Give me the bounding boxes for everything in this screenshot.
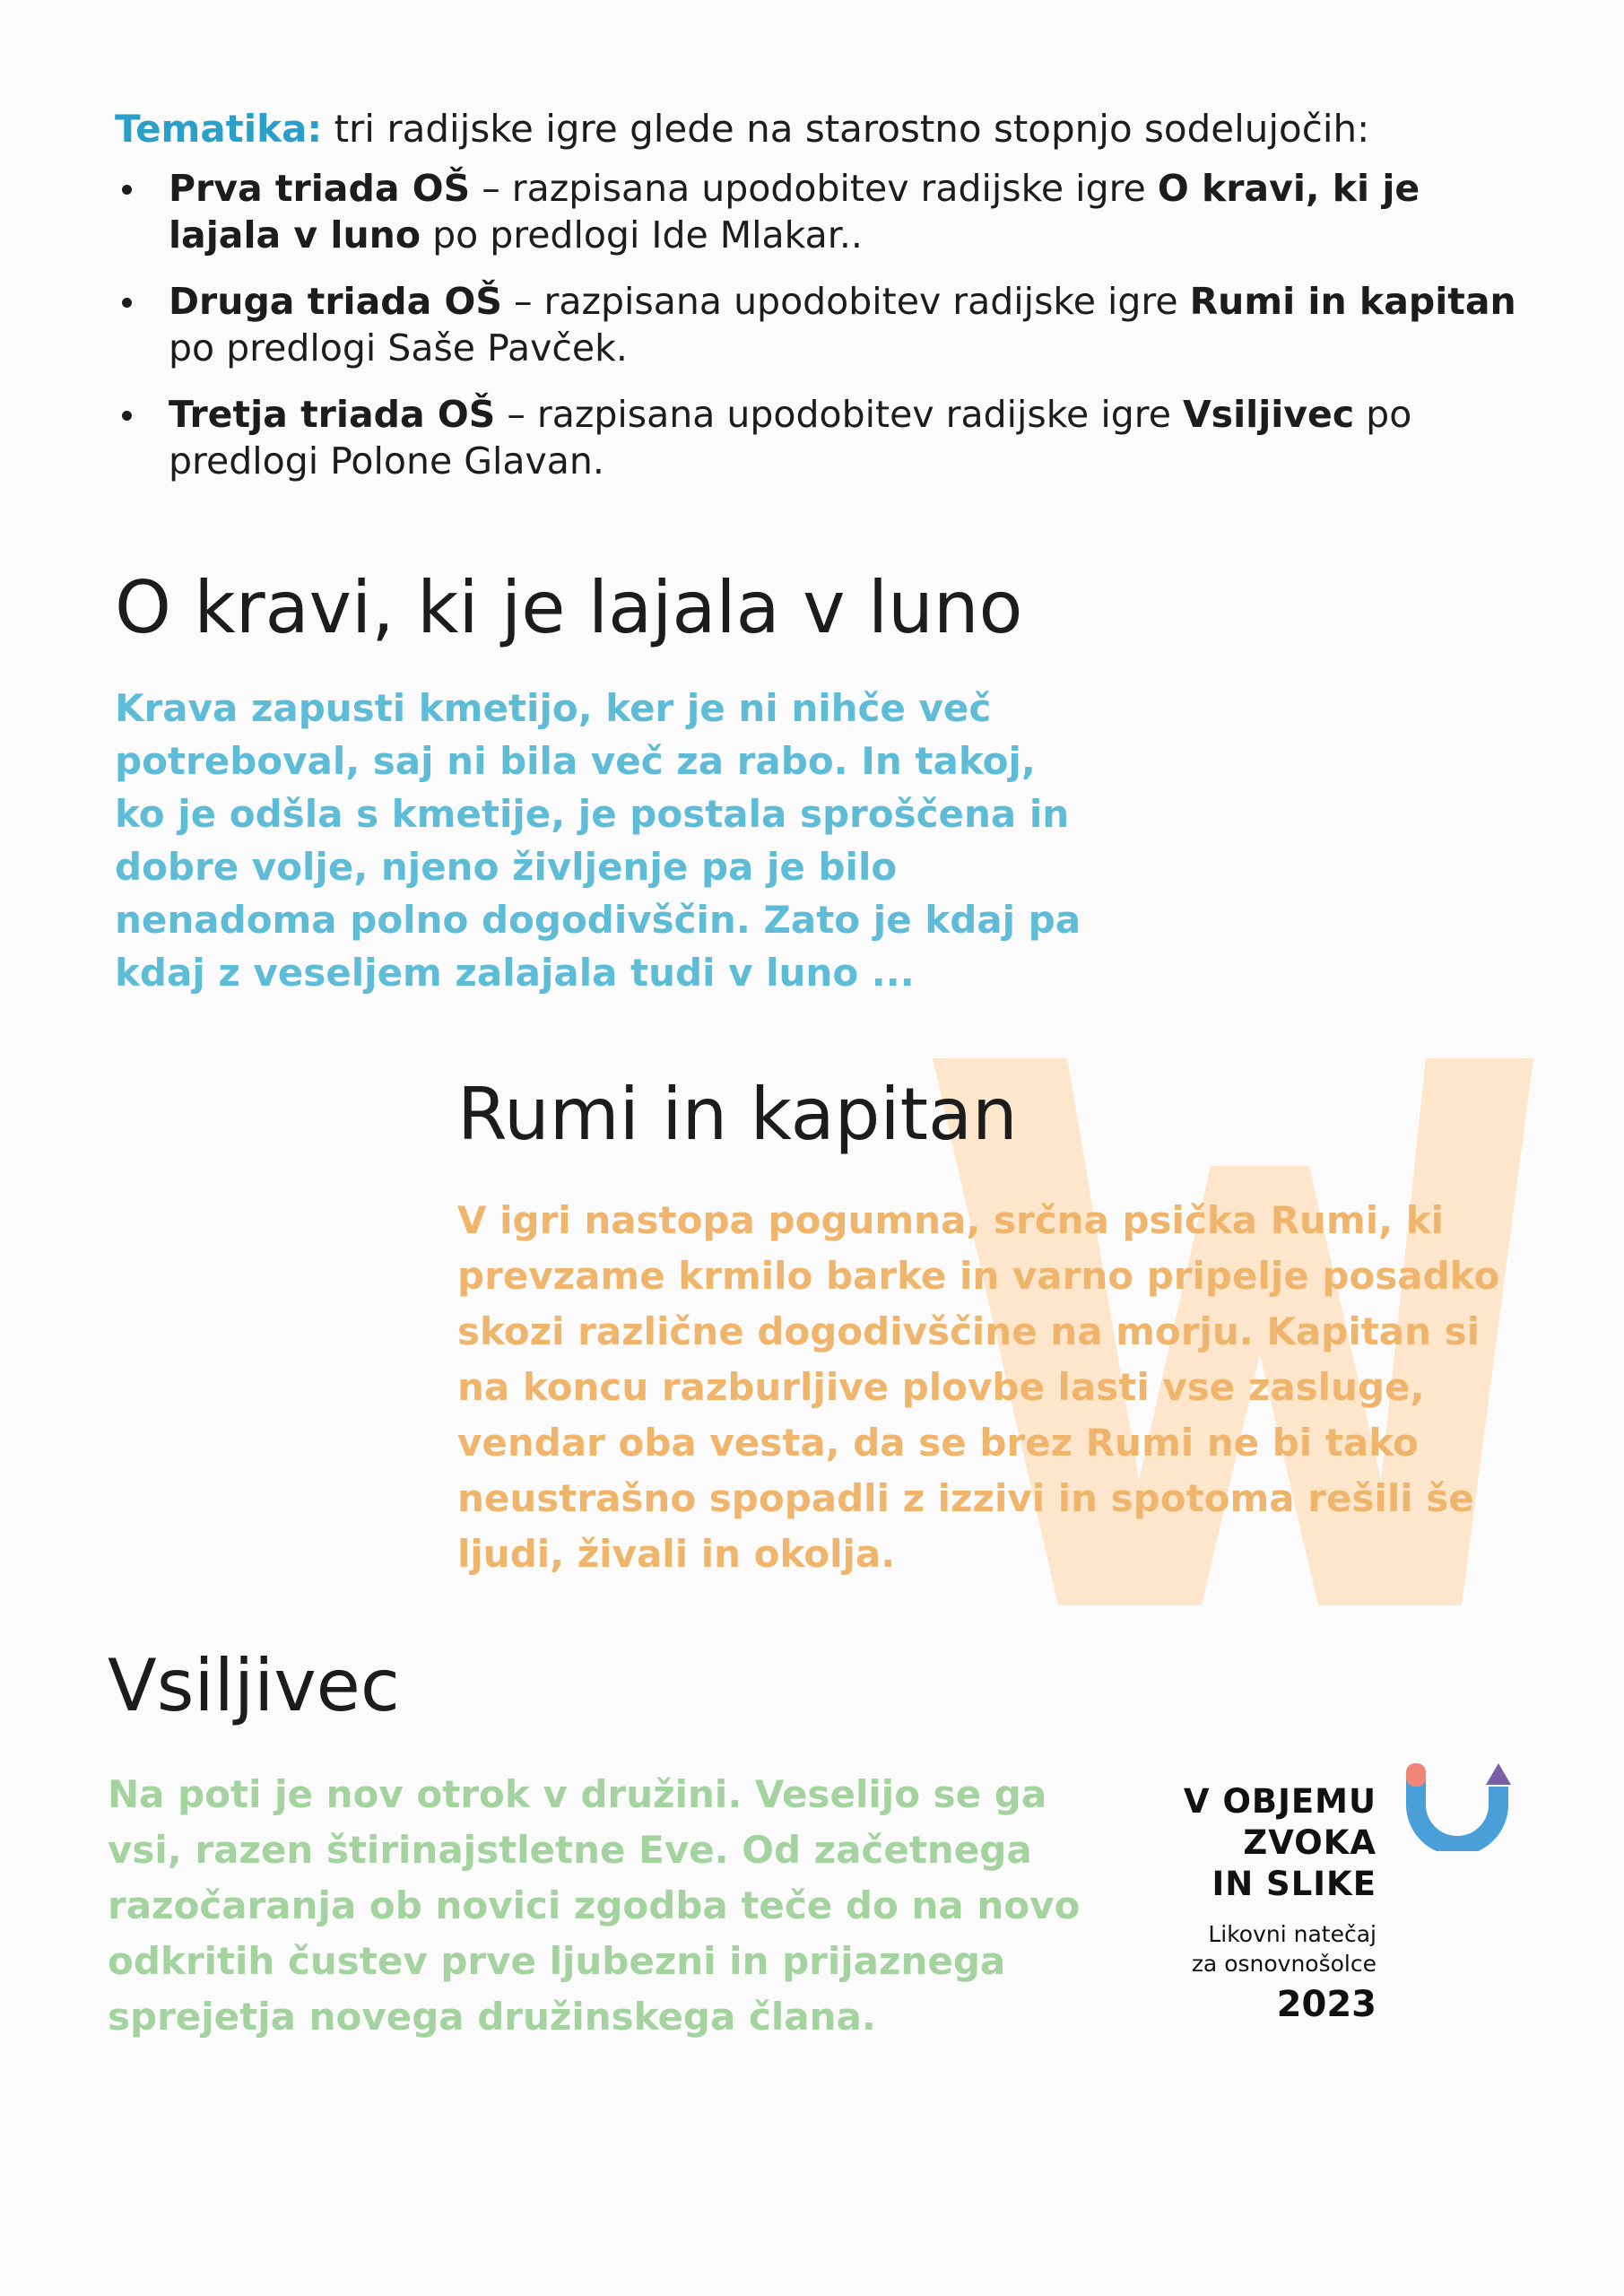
- intro-block: [115, 106, 1532, 504]
- logo-line: ZVOKA: [1243, 1823, 1376, 1862]
- heading-rumi: Rumi in kapitan: [457, 1073, 1018, 1156]
- intro-label: Tematika:: [115, 107, 323, 151]
- text-krava: Krava zapusti kmetijo, ker je ni nihče več potreboval, saj ni bila več za rabo. In takoj, ko je odšla s kmetije, je postala sproščena in dobre volje, njeno življenje pa je bilo nenadoma polno dogodivščin. Zato je kdaj pa kdaj z veseljem zalajala tudi v luno ...: [115, 686, 1081, 995]
- list-item-tail: po predlogi Polone Glavan.: [169, 393, 1412, 483]
- logo-sub-line: Likovni natečaj: [1208, 1921, 1376, 1947]
- text-rumi: V igri nastopa pogumna, srčna psička Rumi, ki prevzame krmilo barke in varno pripelje posadko skozi različne dogodivščine na morju. Kapitan si na koncu razburljive plovbe lasti vse zasluge, vendar oba vesta, da se brez Rumi ne bi tako neustrašno spopadli z izzivi in spotoma rešili še ljudi, živali in okolja.: [457, 1198, 1500, 1576]
- logo-line: IN SLIKE: [1211, 1865, 1376, 1903]
- text-vsiljivec: Na poti je nov otrok v družini. Veselijo se ga vsi, razen štirinajstletne Eve. Od začetnega razočaranja ob novici zgodba teče do na novo odkritih čustev prve ljubezni in prijaznega sprejetja novega družinskega člana.: [108, 1772, 1081, 2039]
- triada-list: [115, 165, 1532, 484]
- logo-year: 2023: [1276, 1984, 1376, 2025]
- intro-line: [115, 106, 1532, 152]
- list-item-grade: Prva triada OŠ: [169, 167, 471, 210]
- list-item-title: Vsiljivec: [1182, 393, 1355, 436]
- list-item: [115, 165, 1532, 258]
- contest-logo: [1112, 1749, 1515, 2036]
- list-item-title: Rumi in kapitan: [1189, 280, 1516, 323]
- heading-vsiljivec: Vsiljivec: [108, 1644, 400, 1727]
- list-item-tail: po predlogi Saše Pavček.: [169, 326, 628, 370]
- logo-subtitle: [1192, 1919, 1376, 1979]
- list-item-grade: Tretja triada OŠ: [169, 393, 496, 436]
- list-item: [115, 278, 1532, 371]
- list-item-text: – razpisana upodobitev radijske igre: [501, 280, 1190, 323]
- logo-title: [1184, 1781, 1376, 1905]
- list-item-text: – razpisana upodobitev radijske igre: [495, 393, 1183, 436]
- logo-line: V OBJEMU: [1183, 1782, 1376, 1821]
- list-item-text: – razpisana upodobitev radijske igre: [470, 167, 1158, 210]
- intro-text: tri radijske igre glede na starostno stopnjo sodelujočih:: [322, 107, 1370, 151]
- logo-sub-line: za osnovnošolce: [1191, 1951, 1376, 1977]
- list-item: [115, 391, 1532, 484]
- logo-u-icon: [1403, 1752, 1511, 1851]
- list-item-tail: po predlogi Ide Mlakar..: [421, 213, 863, 257]
- list-item-title: O kravi, ki je lajala v luno: [169, 167, 1420, 257]
- list-item-grade: Druga triada OŠ: [169, 280, 502, 323]
- heading-krava: O kravi, ki je lajala v luno: [115, 566, 1023, 649]
